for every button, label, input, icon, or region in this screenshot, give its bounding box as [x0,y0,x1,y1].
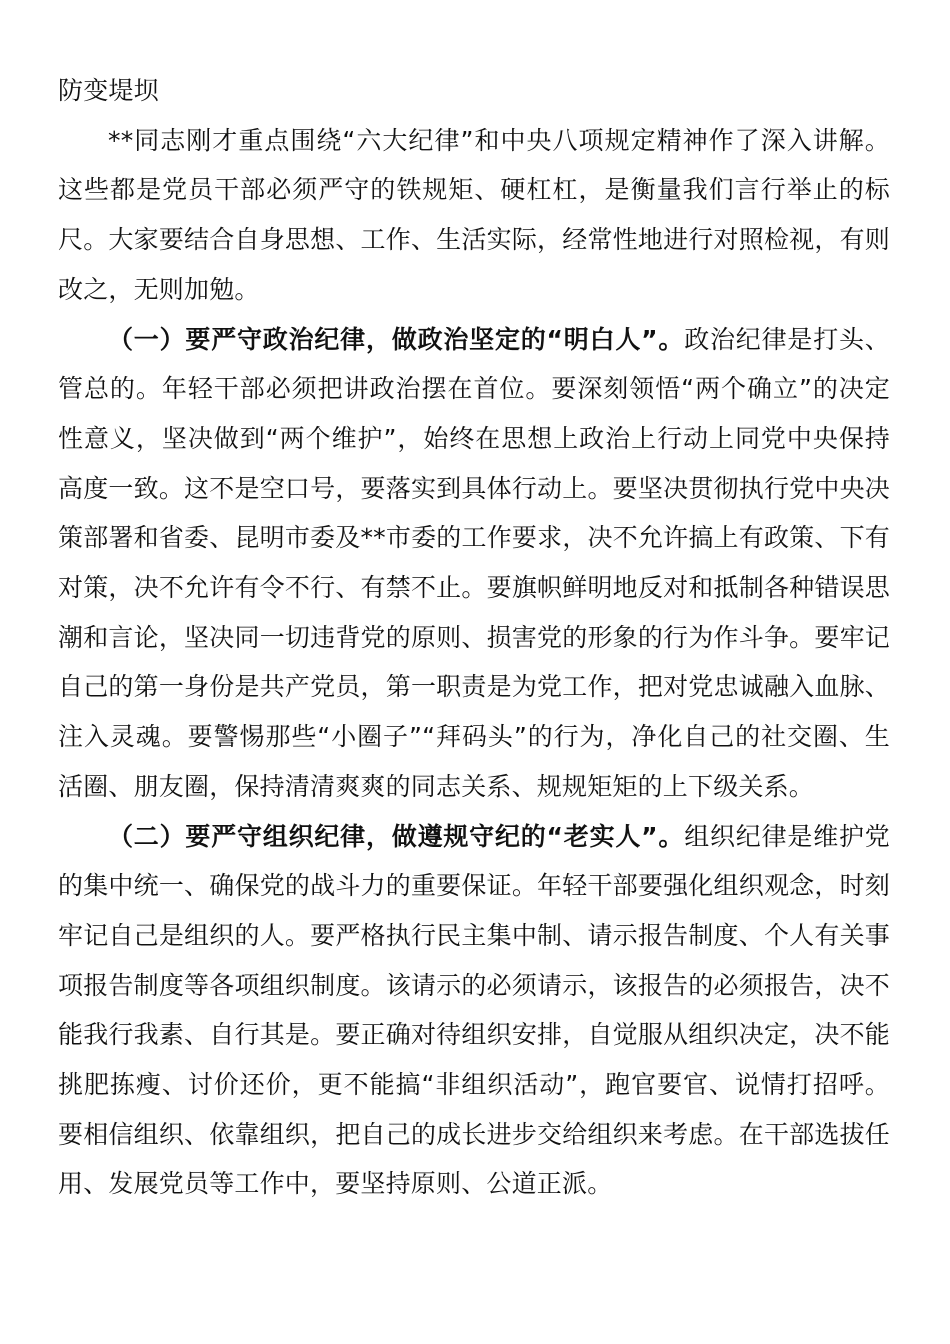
continuation-line: 防变堤坝 [58,76,159,105]
section-body-2: 组织纪律是维护党的集中统一、确保党的战斗力的重要保证。年轻干部要强化组织观念，时刻牢记自己是组织的人。要严格执行民主集中制、请示报告制度、个人有关事项报告制度等各项组织制度。该请示的必须请示，该报告的必须报告，决不能我行我素、自行其是。要正确对待组织安排，自觉服从组织决定，决不能挑肥拣瘦、讨价还价，更不能搞“非组织活动”，跑官要官、说情打招呼。要相信组织、依靠组织，把自己的成长进步交给组织来考虑。在干部选拔任用、发展党员等工作中，要坚持原则、公道正派。 [58,821,890,1199]
section-body-1: 政治纪律是打头、管总的。年轻干部必须把讲政治摆在首位。要深刻领悟“两个确立”的决定性意义，坚决做到“两个维护”，始终在思想上政治上行动上同党中央保持高度一致。这不是空口号，要落实到具体行动上。要坚决贯彻执行党中央决策部署和省委、昆明市委及**市委的工作要求，决不允许搞上有政策、下有对策，决不允许有令不行、有禁不止。要旗帜鲜明地反对和抵制各种错误思潮和言论，坚决同一切违背党的原则、损害党的形象的行为作斗争。要牢记自己的第一身份是共产党员，第一职责是为党工作，把对党忠诚融入血脉、注入灵魂。要警惕那些“小圈子”“拜码头”的行为，净化自己的社交圈、生活圈、朋友圈，保持清清爽爽的同志关系、规规矩矩的上下级关系。 [58,324,890,801]
section-heading-1: （一）要严守政治纪律，做政治坚定的“明白人”。 [108,324,685,354]
section-heading-2: （二）要严守组织纪律，做遵规守纪的“老实人”。 [108,821,685,851]
intro-paragraph: **同志刚才重点围绕“六大纪律”和中央八项规定精神作了深入讲解。这些都是党员干部必须严守的铁规矩、硬杠杠，是衡量我们言行举止的标尺。大家要结合自身思想、工作、生活实际，经常性地进行对照检视，有则改之，无则加勉。 [58,125,890,304]
document-body [58,66,890,1209]
section-paragraph-1 [58,315,890,812]
section-paragraph-2 [58,812,890,1210]
